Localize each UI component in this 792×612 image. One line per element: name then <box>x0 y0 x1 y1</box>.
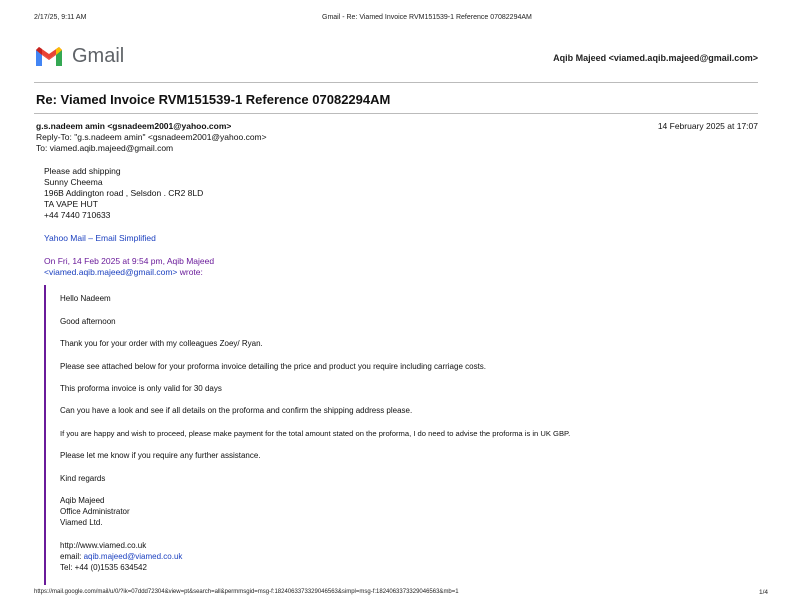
yahoo-signature-link[interactable]: Yahoo Mail – Email Simplified <box>44 233 156 243</box>
quoted-paragraph: This proforma invoice is only valid for 30 days <box>60 384 222 393</box>
signature-email-label: email: <box>60 552 84 561</box>
signature-company: Viamed Ltd. <box>60 518 103 527</box>
signature-website-link[interactable]: http://www.viamed.co.uk <box>60 541 147 550</box>
quote-header-line2 <box>44 267 203 278</box>
header-divider <box>34 82 758 83</box>
print-page-number: 1/4 <box>758 589 768 596</box>
account-identity: Aqib Majeed <viamed.aqib.majeed@gmail.com> <box>553 53 758 63</box>
recipient: To: viamed.aqib.majeed@gmail.com <box>36 143 174 153</box>
reply-to: Reply-To: "g.s.nadeem amin" <gsnadeem2001@yahoo.com> <box>36 132 267 142</box>
body-line: +44 7440 710633 <box>44 210 111 220</box>
quote-bar <box>44 285 46 585</box>
quoted-closing: Kind regards <box>60 474 106 483</box>
quote-author-email-link[interactable]: <viamed.aqib.majeed@gmail.com> <box>44 267 178 277</box>
signature-phone: Tel: +44 (0)1535 634542 <box>60 563 147 572</box>
quoted-paragraph: Please let me know if you require any further assistance. <box>60 451 261 460</box>
quote-wrote-label: wrote: <box>177 267 203 277</box>
quote-header-line1: On Fri, 14 Feb 2025 at 9:54 pm, Aqib Majeed <box>44 256 215 266</box>
print-url: https://mail.google.com/mail/u/0/?ik=07ddd72304&view=pt&search=all&permmsgid=msg-f:1824063373329046563&simpl=msg-f:1824063373329046563&mb=1 <box>34 589 459 595</box>
quoted-salutation: Good afternoon <box>60 317 116 326</box>
quoted-paragraph: If you are happy and wish to proceed, please make payment for the total amount stated on the proforma, I do need to advise the proforma is in UK GBP. <box>60 429 571 438</box>
email-subject: Re: Viamed Invoice RVM151539-1 Reference 07082294AM <box>36 92 391 107</box>
quoted-paragraph: Thank you for your order with my colleagues Zoey/ Ryan. <box>60 339 263 348</box>
body-line: 196B Addington road , Selsdon . CR2 8LD <box>44 188 204 198</box>
sender: g.s.nadeem amin <gsnadeem2001@yahoo.com> <box>36 121 232 131</box>
print-datetime: 2/17/25, 9:11 AM <box>34 14 87 21</box>
signature-email-line <box>60 552 182 561</box>
quoted-paragraph: Can you have a look and see if all details on the proforma and confirm the shipping address please. <box>60 406 413 415</box>
body-line: Sunny Cheema <box>44 177 103 187</box>
body-line: TA VAPE HUT <box>44 199 99 209</box>
body-line: Please add shipping <box>44 166 121 176</box>
quoted-paragraph: Please see attached below for your proforma invoice detailing the price and product you require including carriage costs. <box>60 362 487 371</box>
quoted-greeting: Hello Nadeem <box>60 294 111 303</box>
signature-name: Aqib Majeed <box>60 496 105 505</box>
subject-divider <box>34 113 758 114</box>
signature-role: Office Administrator <box>60 507 130 516</box>
message-body <box>44 166 203 221</box>
signature-email-link[interactable]: aqib.majeed@viamed.co.uk <box>83 552 183 561</box>
gmail-wordmark: Gmail <box>72 45 125 67</box>
email-date: 14 February 2025 at 17:07 <box>657 121 758 131</box>
print-title: Gmail - Re: Viamed Invoice RVM151539-1 Reference 07082294AM <box>322 14 532 21</box>
gmail-logo-icon <box>34 44 64 68</box>
